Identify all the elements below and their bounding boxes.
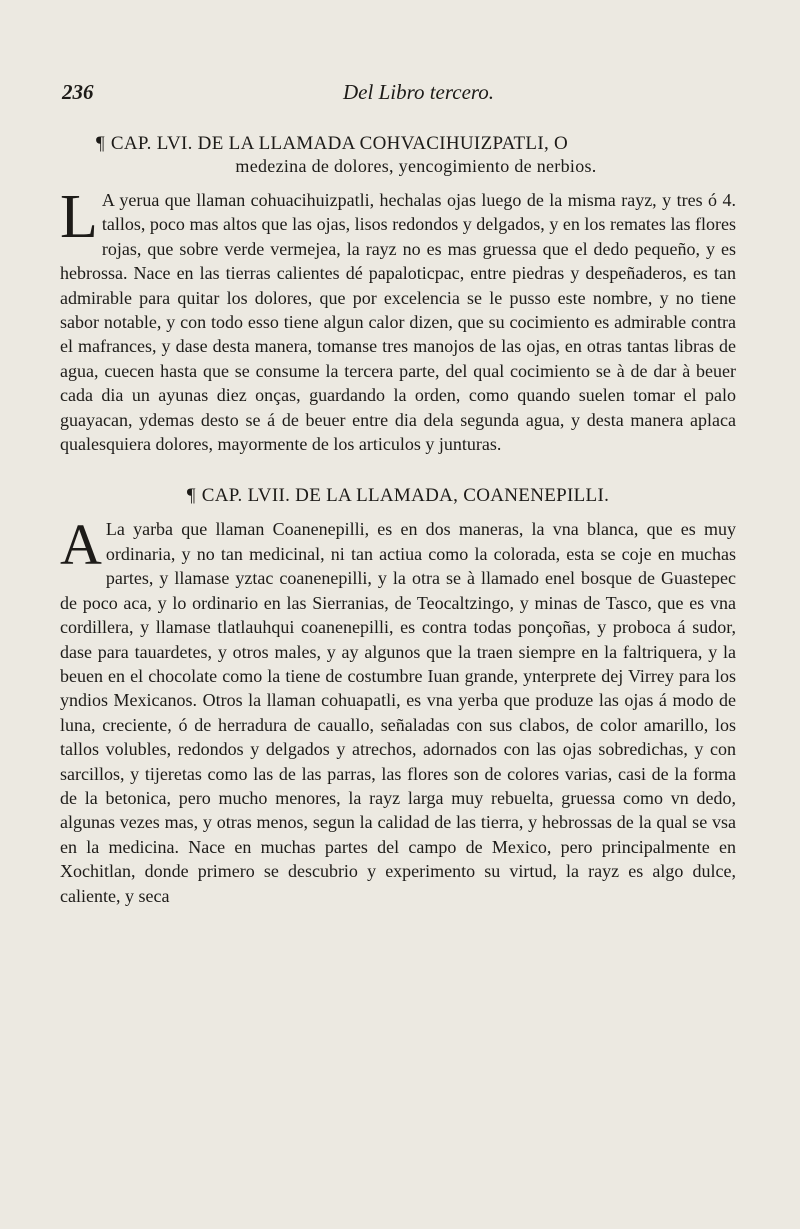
pilcrow-icon: ¶ (96, 133, 105, 154)
chapter-56-heading-line1 (96, 132, 736, 155)
page-number: 236 (62, 80, 94, 104)
chapter-57-dropcap: A (60, 512, 102, 578)
chapter-56-text: A yerua que llaman cohuacihuizpatli, hechalas ojas luego de la misma rayz, y tres ó 4. tallos, poco mas altos que las ojas, lisos redondos y delgados, y en los remates las flores rojas, que sobre verde vermejea, la rayz no es mas gruessa que el dedo pequeño, y es hebrossa. Nace en las tierras calientes dé papaloticpac, entre piedras y despeñaderos, es tan admirable para quitar los dolores, que por excelencia se le pusso este nombre, y no tiene sabor notable, y con todo esso tiene algun calor dizen, que su cocimiento es admirable contra el mafrances, y dase desta manera, tomanse tres manojos de las ojas, en otras tantas libras de agua, cuecen hasta que se consume la tercera parte, del qual cocimiento se à de dar à beuer cada dia un ayunas diez onças, guardando la orden, como quando suelen tomar el palo guayacan, ydemas desto se á de beuer entre dia dela segunda agua, y desta manera aplaca qualesquiera dolores, mayormente de los articulos y junturas. (60, 190, 736, 455)
chapter-57-title: CAP. LVII. DE LA LLAMADA, COANENEPILLI. (201, 485, 610, 507)
running-title: Del Libro tercero. (343, 80, 495, 104)
chapter-56-paragraph (60, 183, 736, 456)
chapter-57-text: La yarba que llaman Coanenepilli, es en dos maneras, la vna blanca, que es muy ordinaria, y no tan medicinal, ni tan actiua como la colorada, esta se coje en muchas partes, y llamase yztac coanenepilli, y la otra se à llamado enel bosque de Guastepec de poco aca, y lo ordinario en las Sierranias, de Teocaltzingo, y minas de Tasco, que es vna cordillera, y llamase tlatlauhqui coanenepilli, es contra todas ponçoñas, y proboca á sudor, dase para tauardetes, y otros males, y ay algunos que la traen siempre en la faltriquera, y la beuen en el chocolate como la tiene de costumbre Iuan grande, ynterprete dej Virrey para los yndios Mexicanos. Otros la llaman cohuapatli, es vna yerba que produze las ojas á modo de luna, creciente, ó de herradura de cauallo, señaladas con sus clabos, de color amarillo, los tallos volubles, redondos y delgados y atrechos, adornados con las ojas sobredichas, y con sarcillos, y tijeretas como las de las parras, las flores son de colores varias, casi de la forma de la betonica, pero mucho menores, la rayz larga muy rebuelta, gruessa como vn dedo, algunas vezes mas, y otras menos, segun la calidad de las tierra, y hebrossas de la qual se vsa en la medicina. Nace en muchas partes del campo de Mexico, pero principalmente en Xochitlan, donde primero se descubrio y experimento su virtud, la rayz es algo dulce, caliente, y seca (60, 519, 736, 906)
chapter-57-heading (60, 484, 736, 507)
chapter-56-dropcap: L (60, 183, 98, 251)
chapter-56-title: CAP. LVI. DE LA LLAMADA COHVACIHUIZPATLI, O (110, 133, 569, 154)
chapter-57-paragraph (60, 512, 736, 908)
chapter-56-subtitle: medezina de dolores, yencogimiento de nerbios. (235, 156, 597, 176)
running-head (60, 80, 736, 110)
pilcrow-icon: ¶ (186, 485, 196, 507)
chapter-56-heading (60, 132, 736, 178)
